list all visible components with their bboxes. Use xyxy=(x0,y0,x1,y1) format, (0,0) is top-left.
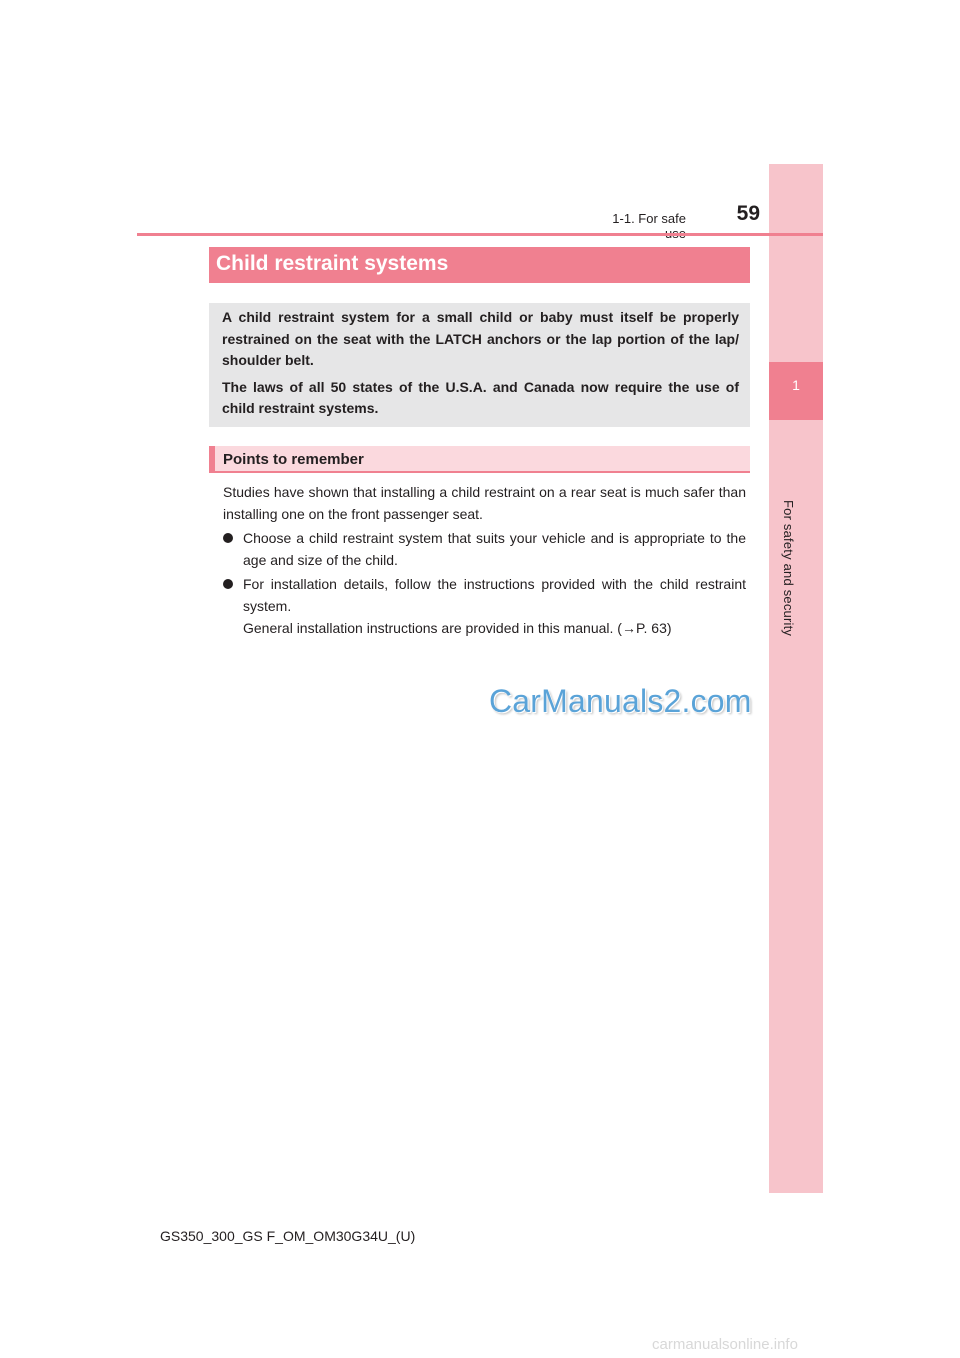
document-code: GS350_300_GS F_OM_OM30G34U_(U) xyxy=(160,1228,416,1244)
points-heading: Points to remember xyxy=(223,451,364,468)
bullet-text: For installation details, follow the instructions provided with the child restraint system. xyxy=(243,576,746,614)
watermark-logo: CarManuals2.com xyxy=(489,683,752,719)
bullet-text: Choose a child restraint system that suits your vehicle and is appropriate to the age and size of the child. xyxy=(243,530,746,568)
chapter-side-tab xyxy=(769,164,823,1193)
points-lead: Studies have shown that installing a child restraint on a rear seat is much safer than installing one on the front passenger seat. xyxy=(223,484,746,522)
bullet-text-continued: General installation instructions are provided in this manual. (→P. 63) xyxy=(243,620,672,636)
points-heading-bar xyxy=(209,446,750,473)
section-title-bar xyxy=(209,247,750,283)
header-divider xyxy=(137,233,823,236)
bullet-item xyxy=(223,527,746,571)
site-watermark: carmanualsonline.info xyxy=(652,1336,798,1353)
intro-box xyxy=(209,303,750,427)
points-body xyxy=(223,481,746,639)
page-number: 59 xyxy=(736,202,760,225)
intro-paragraph-1: A child restraint system for a small child or baby must itself be properly restrained on the seat with the LATCH anchors or the lap portion of the lap/ shoulder belt. xyxy=(222,309,739,368)
intro-paragraph-2: The laws of all 50 states of the U.S.A. and Canada now require the use of child restraint systems. xyxy=(222,378,739,416)
bullet-item xyxy=(223,573,746,639)
section-title: Child restraint systems xyxy=(216,252,449,275)
section-reference: 1-1. For safe xyxy=(612,211,686,226)
chapter-label: For safety and security xyxy=(781,500,796,637)
bullet-icon xyxy=(223,533,233,543)
bullet-icon xyxy=(223,579,233,589)
chapter-number: 1 xyxy=(792,377,800,393)
